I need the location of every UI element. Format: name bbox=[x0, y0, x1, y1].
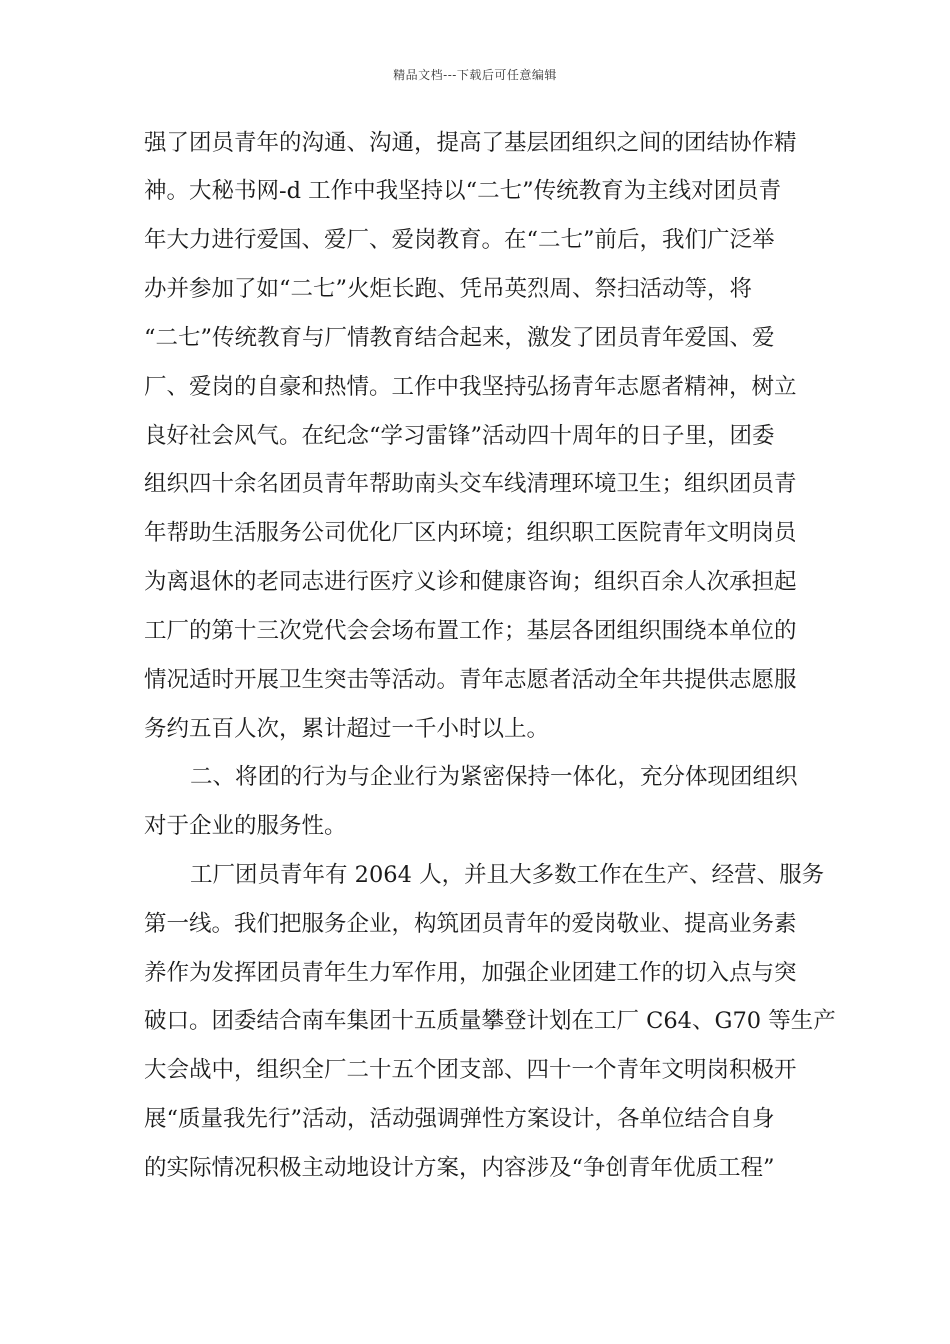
text-line: 良好社会风气。在纪念“学习雷锋”活动四十周年的日子里，团委 bbox=[144, 423, 775, 449]
text-line: 强了团员青年的沟通、沟通，提高了基层团组织之间的团结协作精 bbox=[144, 130, 797, 156]
text-line: 工厂的第十三次党代会会场布置工作；基层各团组织围绕本单位的 bbox=[144, 618, 797, 644]
text-line: 展“质量我先行”活动，活动强调弹性方案设计，各单位结合自身 bbox=[144, 1106, 775, 1132]
text-line: 破口。团委结合南车集团十五质量攀登计划在工厂 C64、G70 等生产 bbox=[144, 1008, 836, 1034]
text-line: 年帮助生活服务公司优化厂区内环境；组织职工医院青年文明岗员 bbox=[144, 520, 797, 546]
section-heading-line: 对于企业的服务性。 bbox=[144, 813, 347, 839]
section-heading-line: 二、将团的行为与企业行为紧密保持一体化，充分体现团组织 bbox=[190, 764, 798, 790]
text-line: 神。大秘书网-d 工作中我坚持以“二七”传统教育为主线对团员青 bbox=[144, 178, 782, 204]
text-line: 年大力进行爱国、爱厂、爱岗教育。在“二七”前后，我们广泛举 bbox=[144, 227, 775, 253]
page-header: 精品文档---下载后可任意编辑 bbox=[393, 68, 557, 82]
text-line: 养作为发挥团员青年生力军作用，加强企业团建工作的切入点与突 bbox=[144, 960, 797, 986]
text-line: 大会战中，组织全厂二十五个团支部、四十一个青年文明岗积极开 bbox=[144, 1057, 797, 1083]
text-line: 办并参加了如“二七”火炬长跑、凭吊英烈周、祭扫活动等，将 bbox=[144, 276, 753, 302]
text-line: 组织四十余名团员青年帮助南头交车线清理环境卫生；组织团员青 bbox=[144, 471, 797, 497]
text-line: 情况适时开展卫生突击等活动。青年志愿者活动全年共提供志愿服 bbox=[144, 667, 797, 693]
text-line: 务约五百人次，累计超过一千小时以上。 bbox=[144, 716, 550, 742]
text-line: 为离退休的老同志进行医疗义诊和健康咨询；组织百余人次承担起 bbox=[144, 569, 797, 595]
text-line: 第一线。我们把服务企业，构筑团员青年的爱岗敬业、提高业务素 bbox=[144, 911, 797, 937]
text-line: 厂、爱岗的自豪和热情。工作中我坚持弘扬青年志愿者精神，树立 bbox=[144, 374, 797, 400]
text-line: “二七”传统教育与厂情教育结合起来，激发了团员青年爱国、爱 bbox=[144, 325, 775, 351]
text-line: 工厂团员青年有 2064 人，并且大多数工作在生产、经营、服务 bbox=[190, 862, 825, 888]
text-line: 的实际情况积极主动地设计方案，内容涉及“争创青年优质工程” bbox=[144, 1155, 775, 1181]
